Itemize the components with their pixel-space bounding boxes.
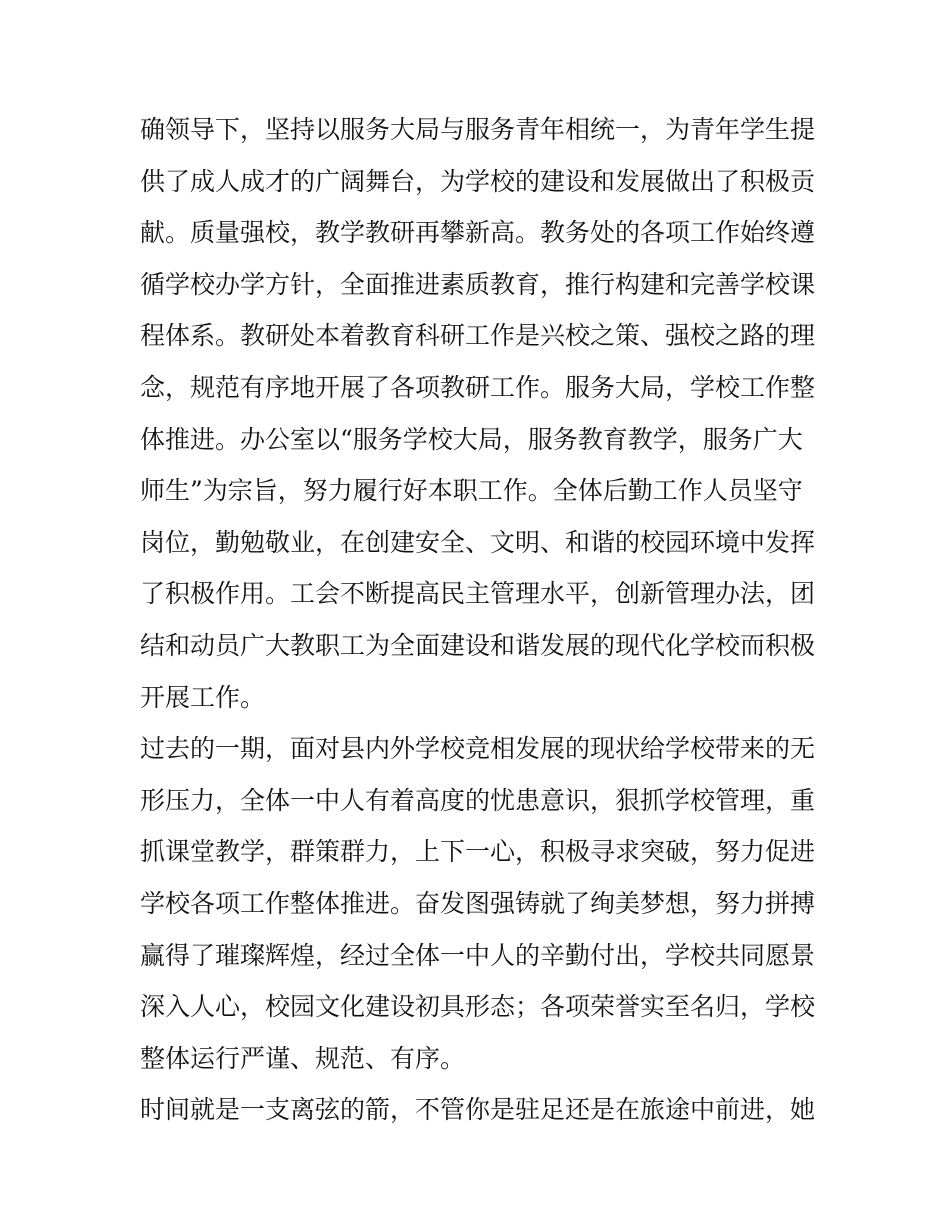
text-line: 程体系。教研处本着教育科研工作是兴校之策、强校之路的理 [140,321,816,351]
text-line: 供了成人成才的广阔舞台，为学校的建设和发展做出了积极贡 [140,166,816,196]
text-line: 了积极作用。工会不断提高民主管理水平，创新管理办法，团 [140,579,816,609]
document-body [140,104,820,1136]
text-line: 赢得了璀璨辉煌，经过全体一中人的辛勤付出，学校共同愿景 [140,940,816,970]
text-line: 形压力，全体一中人有着高度的忧患意识，狠抓学校管理，重 [140,785,816,815]
text-line: 学校各项工作整体推进。奋发图强铸就了绚美梦想，努力拼搏 [140,888,816,918]
text-line: 结和动员广大教职工为全面建设和谐发展的现代化学校而积极 [140,630,816,660]
text-line: 抓课堂教学，群策群力，上下一心，积极寻求突破，努力促进 [140,837,816,867]
text-line: 循学校办学方针，全面推进素质教育，推行构建和完善学校课 [140,269,816,299]
text-line: 岗位，勤勉敬业，在创建安全、文明、和谐的校园环境中发挥 [140,527,816,557]
text-line: 深入人心，校园文化建设初具形态；各项荣誉实至名归，学校 [140,992,816,1022]
text-line: 开展工作。 [140,682,266,712]
text-line: 过去的一期，面对县内外学校竞相发展的现状给学校带来的无 [140,734,816,764]
text-line: 体推进。办公室以“服务学校大局，服务教育教学，服务广大 [140,424,803,454]
text-line: 整体运行严谨、规范、有序。 [140,1043,466,1073]
text-line: 时间就是一支离弦的箭，不管你是驻足还是在旅途中前进，她 [140,1095,816,1125]
text-line: 师生”为宗旨，努力履行好本职工作。全体后勤工作人员坚守 [140,476,803,506]
text-line: 确领导下，坚持以服务大局与服务青年相统一，为青年学生提 [140,115,816,144]
text-line: 献。质量强校，教学教研再攀新高。教务处的各项工作始终遵 [140,218,816,248]
text-line: 念，规范有序地开展了各项教研工作。服务大局，学校工作整 [140,372,816,402]
